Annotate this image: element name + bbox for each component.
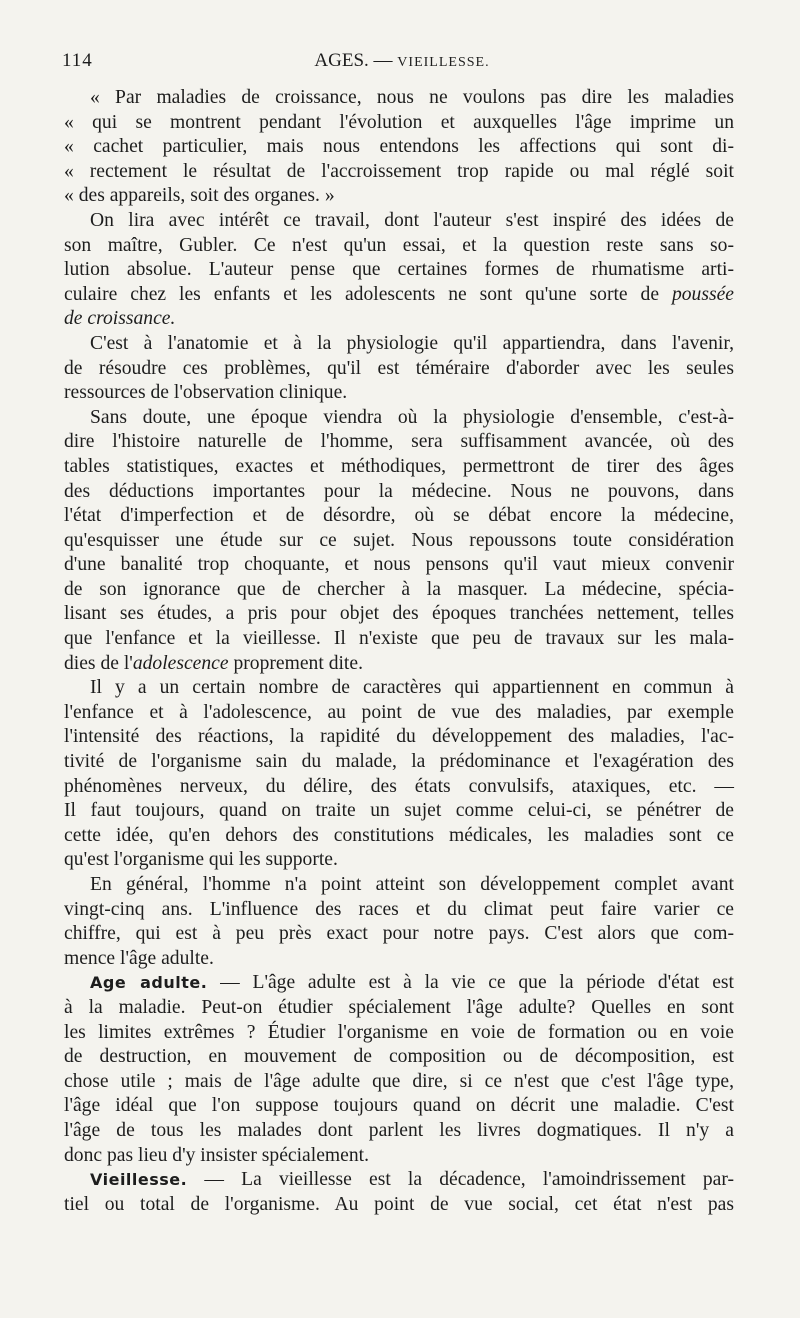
body-text [64, 86, 734, 1217]
text-line [64, 1168, 734, 1193]
text-line: « cachet particulier, mais nous entendons les affections qui sont di- [64, 136, 734, 158]
text-line: chiffre, qui est à peu près exact pour notre pays. C'est alors que com- [64, 923, 734, 945]
running-head-section: AGES. [314, 50, 369, 71]
text-line: « des appareils, soit des organes. » [64, 185, 335, 207]
text-line: l'enfance et à l'adolescence, au point de vue des maladies, par exemple [64, 701, 734, 723]
text-fragment: proprement dite. [228, 652, 363, 674]
text-line: l'âge idéal que l'on suppose toujours quand on décrit une maladie. C'est [64, 1095, 734, 1117]
text-line: qu'est l'organisme qui les supporte. [64, 849, 338, 871]
text-line: qu'esquisser une étude sur ce sujet. Nous repoussons toute considération [64, 529, 734, 551]
text-line: dire l'histoire naturelle de l'homme, sera suffisamment avancée, où des [64, 431, 734, 453]
text-fragment: — La vieillesse est la décadence, l'amoindrissement par- [187, 1169, 734, 1191]
text-fragment: — L'âge adulte est à la vie ce que la période d'état est [207, 972, 735, 994]
text-line: son maître, Gubler. Ce n'est qu'un essai, et la question reste sans so- [64, 234, 734, 256]
text-line: ressources de l'observation clinique. [64, 382, 348, 404]
text-line [64, 971, 734, 996]
text-line: C'est à l'anatomie et à la physiologie qu'il appartiendra, dans l'avenir, [90, 332, 734, 354]
text-line: que l'enfance et la vieillesse. Il n'existe que peu de travaux sur les mala- [64, 628, 734, 650]
italic-term: adolescence [132, 652, 229, 674]
text-line [64, 283, 734, 308]
section-heading-vieillesse: Vieillesse. [90, 1170, 188, 1190]
text-line: de son ignorance que de chercher à la masquer. La médecine, spécia- [64, 578, 734, 600]
text-fragment: culaire chez les enfants et les adolescents ne sont qu'une sorte de [64, 283, 660, 305]
running-head [62, 50, 742, 72]
text-line: « qui se montrent pendant l'évolution et auxquelles l'âge imprime un [64, 111, 734, 133]
text-line: donc pas lieu d'y insister spécialement. [64, 1144, 369, 1166]
text-line: les limites extrêmes ? Étudier l'organisme en voie de formation ou en voie [64, 1021, 734, 1043]
text-line: phénomènes nerveux, du délire, des états convulsifs, ataxiques, etc. — [64, 775, 734, 797]
text-line: d'une banalité trop choquante, et nous pensons qu'il vaut mieux convenir [64, 554, 734, 576]
text-line: lisant ses études, a pris pour objet des époques tranchées nettement, telles [64, 603, 734, 625]
section-heading-age-adulte: Age adulte. [90, 973, 208, 993]
text-line [64, 652, 734, 677]
text-line: « rectement le résultat de l'accroissement trop rapide ou mal réglé soit [64, 160, 734, 182]
text-line: l'état d'imperfection et de désordre, où se débat encore la médecine, [64, 505, 734, 527]
running-head-subsection: VIEILLESSE. [397, 55, 490, 70]
text-line: Il faut toujours, quand on traite un sujet comme celui-ci, se pénétrer de [64, 800, 734, 822]
text-line: cette idée, qu'en dehors des constitutions médicales, les maladies sont ce [64, 824, 734, 846]
text-line: On lira avec intérêt ce travail, dont l'auteur s'est inspiré des idées de [90, 209, 734, 231]
text-line: chose utile ; mais de l'âge adulte que dire, si ce n'est que c'est l'âge type, [64, 1070, 734, 1092]
text-line [64, 307, 734, 332]
text-line: Il y a un certain nombre de caractères qui appartiennent en commun à [90, 677, 734, 699]
italic-term: de croissance. [64, 308, 176, 330]
text-line: lution absolue. L'auteur pense que certaines formes de rhumatisme arti- [64, 259, 734, 281]
running-head-dash: — [373, 50, 393, 71]
text-line: des déductions importantes pour la médecine. Nous ne pouvons, dans [64, 480, 734, 502]
text-line: à la maladie. Peut-on étudier spécialement l'âge adulte? Quelles en sont [64, 996, 734, 1018]
italic-term: poussée [671, 283, 734, 305]
text-line: tivité de l'organisme sain du malade, la prédominance et l'exagération des [64, 751, 734, 773]
text-line: l'âge de tous les malades dont parlent les livres dogmatiques. Il n'y a [64, 1119, 734, 1141]
text-fragment: dies de l' [64, 652, 133, 674]
text-line: vingt-cinq ans. L'influence des races et du climat peut faire varier ce [64, 898, 734, 920]
text-line: « Par maladies de croissance, nous ne voulons pas dire les maladies [90, 87, 734, 108]
text-line: tiel ou total de l'organisme. Au point de vue social, cet état n'est pas [64, 1193, 734, 1215]
page-number: 114 [62, 50, 93, 71]
text-line: En général, l'homme n'a point atteint son développement complet avant [90, 874, 734, 895]
text-line: de résoudre ces problèmes, qu'il est téméraire d'aborder avec les seules [64, 357, 734, 379]
text-line: de destruction, en mouvement de composition ou de décomposition, est [64, 1046, 734, 1068]
page-header [62, 50, 742, 76]
text-line: mence l'âge adulte. [64, 947, 214, 969]
text-line: l'intensité des réactions, la rapidité du développement des maladies, l'ac- [64, 726, 734, 748]
text-line: Sans doute, une époque viendra où la physiologie d'ensemble, c'est-à- [90, 406, 734, 428]
text-line: tables statistiques, exactes et méthodiques, permettront de tirer des âges [64, 455, 734, 477]
